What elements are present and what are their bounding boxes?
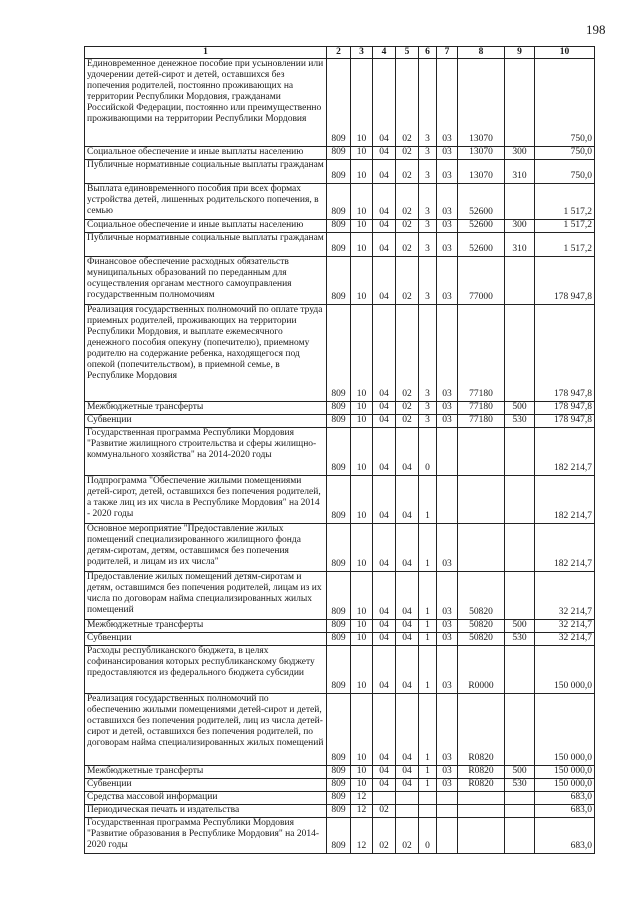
subsection-cell: 02 bbox=[373, 805, 396, 818]
program-cell: 02 bbox=[396, 818, 419, 854]
amount-cell: 150 000,0 bbox=[535, 646, 595, 694]
measure-cell: 03 bbox=[437, 646, 458, 694]
subsection-cell: 04 bbox=[373, 633, 396, 646]
subsection-cell: 04 bbox=[373, 779, 396, 792]
gov-code-cell: 809 bbox=[327, 160, 351, 184]
table-row bbox=[85, 646, 595, 694]
direction-cell bbox=[458, 428, 505, 476]
section-cell: 10 bbox=[351, 620, 373, 633]
table-row bbox=[85, 633, 595, 646]
subsection-cell: 04 bbox=[373, 257, 396, 305]
gov-code-cell: 809 bbox=[327, 428, 351, 476]
subsection-cell: 04 bbox=[373, 147, 396, 160]
subprogram-cell: 0 bbox=[419, 428, 437, 476]
gov-code-cell: 809 bbox=[327, 792, 351, 805]
row-name-cell: Реализация государственных полномочий по оплате труда приемных родителей, проживающих на территории Республики Мордовия, и выплате ежемесячного денежного пособия опекуну (попечителю), приемному родителю на содержание ребенка, находящегося под опекой (попечительством), в приемной семье, в Республике Мордовия bbox=[85, 305, 327, 402]
section-cell: 10 bbox=[351, 160, 373, 184]
subsection-cell: 04 bbox=[373, 572, 396, 620]
table-row bbox=[85, 779, 595, 792]
section-cell: 10 bbox=[351, 184, 373, 220]
program-cell: 02 bbox=[396, 257, 419, 305]
section-cell: 10 bbox=[351, 415, 373, 428]
direction-cell: 50820 bbox=[458, 572, 505, 620]
measure-cell bbox=[437, 818, 458, 854]
measure-cell: 03 bbox=[437, 524, 458, 572]
gov-code-cell: 809 bbox=[327, 646, 351, 694]
header-cell: 9 bbox=[505, 47, 535, 59]
header-cell: 7 bbox=[437, 47, 458, 59]
header-cell: 3 bbox=[351, 47, 373, 59]
expense-type-cell: 300 bbox=[505, 147, 535, 160]
table-row bbox=[85, 233, 595, 257]
program-cell: 04 bbox=[396, 524, 419, 572]
table-row bbox=[85, 476, 595, 524]
row-name-cell: Субвенции bbox=[85, 633, 327, 646]
expense-type-cell bbox=[505, 257, 535, 305]
direction-cell: 13070 bbox=[458, 147, 505, 160]
measure-cell: 03 bbox=[437, 305, 458, 402]
program-cell bbox=[396, 805, 419, 818]
expense-type-cell bbox=[505, 524, 535, 572]
amount-cell: 150 000,0 bbox=[535, 694, 595, 766]
measure-cell: 03 bbox=[437, 147, 458, 160]
header-cell: 10 bbox=[535, 47, 595, 59]
subprogram-cell: 3 bbox=[419, 220, 437, 233]
table-row bbox=[85, 694, 595, 766]
measure-cell: 03 bbox=[437, 184, 458, 220]
direction-cell bbox=[458, 524, 505, 572]
subprogram-cell: 1 bbox=[419, 694, 437, 766]
expense-type-cell bbox=[505, 184, 535, 220]
expense-type-cell bbox=[505, 428, 535, 476]
program-cell: 04 bbox=[396, 646, 419, 694]
measure-cell: 03 bbox=[437, 233, 458, 257]
amount-cell: 750,0 bbox=[535, 160, 595, 184]
expense-type-cell: 500 bbox=[505, 766, 535, 779]
measure-cell: 03 bbox=[437, 402, 458, 415]
subsection-cell: 04 bbox=[373, 415, 396, 428]
table-row bbox=[85, 620, 595, 633]
row-name-cell: Периодическая печать и издательства bbox=[85, 805, 327, 818]
program-cell: 02 bbox=[396, 160, 419, 184]
measure-cell: 03 bbox=[437, 59, 458, 147]
row-name-cell: Субвенции bbox=[85, 779, 327, 792]
table-row bbox=[85, 792, 595, 805]
row-name-cell: Расходы республиканского бюджета, в целях софинансирования которых республиканскому бюджету предоставляются из федерального бюджета субсидии bbox=[85, 646, 327, 694]
expense-type-cell: 500 bbox=[505, 620, 535, 633]
program-cell: 04 bbox=[396, 620, 419, 633]
measure-cell bbox=[437, 792, 458, 805]
row-name-cell: Субвенции bbox=[85, 415, 327, 428]
row-name-cell: Межбюджетные трансферты bbox=[85, 620, 327, 633]
subsection-cell: 04 bbox=[373, 220, 396, 233]
measure-cell bbox=[437, 805, 458, 818]
subsection-cell: 04 bbox=[373, 233, 396, 257]
amount-cell: 683,0 bbox=[535, 792, 595, 805]
gov-code-cell: 809 bbox=[327, 59, 351, 147]
gov-code-cell: 809 bbox=[327, 818, 351, 854]
program-cell: 04 bbox=[396, 428, 419, 476]
subsection-cell: 04 bbox=[373, 402, 396, 415]
gov-code-cell: 809 bbox=[327, 257, 351, 305]
program-cell: 04 bbox=[396, 766, 419, 779]
subprogram-cell: 3 bbox=[419, 160, 437, 184]
direction-cell: 13070 bbox=[458, 59, 505, 147]
amount-cell: 178 947,8 bbox=[535, 257, 595, 305]
amount-cell: 182 214,7 bbox=[535, 428, 595, 476]
subsection-cell: 04 bbox=[373, 428, 396, 476]
subsection-cell: 04 bbox=[373, 646, 396, 694]
table-body bbox=[85, 59, 595, 854]
measure-cell bbox=[437, 476, 458, 524]
subsection-cell: 04 bbox=[373, 476, 396, 524]
expense-type-cell bbox=[505, 476, 535, 524]
expense-type-cell bbox=[505, 572, 535, 620]
section-cell: 10 bbox=[351, 633, 373, 646]
expense-type-cell bbox=[505, 792, 535, 805]
expense-type-cell bbox=[505, 805, 535, 818]
header-cell: 6 bbox=[419, 47, 437, 59]
direction-cell: 52600 bbox=[458, 233, 505, 257]
subsection-cell bbox=[373, 792, 396, 805]
subsection-cell: 04 bbox=[373, 160, 396, 184]
table-row bbox=[85, 305, 595, 402]
subprogram-cell bbox=[419, 792, 437, 805]
subprogram-cell: 0 bbox=[419, 818, 437, 854]
section-cell: 10 bbox=[351, 476, 373, 524]
row-name-cell: Публичные нормативные социальные выплаты гражданам bbox=[85, 233, 327, 257]
row-name-cell: Подпрограмма "Обеспечение жилыми помещениями детей-сирот, детей, оставшихся без попечения родителей, а также лиц из их числа в Республике Мордовия" на 2014 - 2020 годы bbox=[85, 476, 327, 524]
amount-cell: 1 517,2 bbox=[535, 220, 595, 233]
table-row bbox=[85, 805, 595, 818]
amount-cell: 182 214,7 bbox=[535, 524, 595, 572]
amount-cell: 182 214,7 bbox=[535, 476, 595, 524]
subprogram-cell: 3 bbox=[419, 305, 437, 402]
measure-cell: 03 bbox=[437, 160, 458, 184]
section-cell: 12 bbox=[351, 805, 373, 818]
section-cell: 10 bbox=[351, 766, 373, 779]
subsection-cell: 04 bbox=[373, 184, 396, 220]
subprogram-cell: 3 bbox=[419, 257, 437, 305]
expense-type-cell bbox=[505, 305, 535, 402]
table-row bbox=[85, 766, 595, 779]
row-name-cell: Межбюджетные трансферты bbox=[85, 402, 327, 415]
row-name-cell: Государственная программа Республики Мордовия "Развитие жилищного строительства и сферы жилищно-коммунального хозяйства" на 2014-2020 годы bbox=[85, 428, 327, 476]
gov-code-cell: 809 bbox=[327, 305, 351, 402]
table-row bbox=[85, 160, 595, 184]
row-name-cell: Основное мероприятие "Предоставление жилых помещений специализированного жилищного фонда детям-сиротам, детям, оставшимся без попечения родителей, и лицам из их числа" bbox=[85, 524, 327, 572]
section-cell: 10 bbox=[351, 572, 373, 620]
section-cell: 10 bbox=[351, 779, 373, 792]
header-cell: 2 bbox=[327, 47, 351, 59]
section-cell: 10 bbox=[351, 233, 373, 257]
direction-cell: R0820 bbox=[458, 694, 505, 766]
subprogram-cell: 1 bbox=[419, 766, 437, 779]
header-row bbox=[85, 47, 595, 59]
subprogram-cell: 1 bbox=[419, 633, 437, 646]
gov-code-cell: 809 bbox=[327, 779, 351, 792]
subprogram-cell: 3 bbox=[419, 233, 437, 257]
expense-type-cell: 310 bbox=[505, 160, 535, 184]
table-row bbox=[85, 257, 595, 305]
subsection-cell: 04 bbox=[373, 694, 396, 766]
row-name-cell: Выплата единовременного пособия при всех формах устройства детей, лишенных родительского попечения, в семью bbox=[85, 184, 327, 220]
program-cell bbox=[396, 792, 419, 805]
gov-code-cell: 809 bbox=[327, 694, 351, 766]
amount-cell: 178 947,8 bbox=[535, 305, 595, 402]
program-cell: 02 bbox=[396, 220, 419, 233]
table-row bbox=[85, 147, 595, 160]
subsection-cell: 02 bbox=[373, 818, 396, 854]
section-cell: 12 bbox=[351, 792, 373, 805]
expense-type-cell bbox=[505, 646, 535, 694]
subprogram-cell: 3 bbox=[419, 147, 437, 160]
table-row bbox=[85, 184, 595, 220]
direction-cell: R0820 bbox=[458, 766, 505, 779]
table-row bbox=[85, 415, 595, 428]
direction-cell: 77180 bbox=[458, 305, 505, 402]
measure-cell: 03 bbox=[437, 633, 458, 646]
budget-table bbox=[84, 46, 595, 854]
amount-cell: 1 517,2 bbox=[535, 233, 595, 257]
direction-cell: 13070 bbox=[458, 160, 505, 184]
subprogram-cell: 3 bbox=[419, 59, 437, 147]
expense-type-cell: 530 bbox=[505, 779, 535, 792]
gov-code-cell: 809 bbox=[327, 572, 351, 620]
section-cell: 10 bbox=[351, 59, 373, 147]
header-cell: 4 bbox=[373, 47, 396, 59]
subprogram-cell: 3 bbox=[419, 184, 437, 220]
expense-type-cell bbox=[505, 694, 535, 766]
subprogram-cell: 1 bbox=[419, 646, 437, 694]
table-row bbox=[85, 402, 595, 415]
amount-cell: 32 214,7 bbox=[535, 620, 595, 633]
gov-code-cell: 809 bbox=[327, 476, 351, 524]
table-row bbox=[85, 59, 595, 147]
subsection-cell: 04 bbox=[373, 59, 396, 147]
row-name-cell: Публичные нормативные социальные выплаты гражданам bbox=[85, 160, 327, 184]
subsection-cell: 04 bbox=[373, 766, 396, 779]
table-row bbox=[85, 818, 595, 854]
subprogram-cell: 1 bbox=[419, 779, 437, 792]
program-cell: 04 bbox=[396, 694, 419, 766]
amount-cell: 32 214,7 bbox=[535, 633, 595, 646]
measure-cell: 03 bbox=[437, 415, 458, 428]
amount-cell: 750,0 bbox=[535, 147, 595, 160]
section-cell: 10 bbox=[351, 694, 373, 766]
section-cell: 12 bbox=[351, 818, 373, 854]
row-name-cell: Социальное обеспечение и иные выплаты населению bbox=[85, 220, 327, 233]
program-cell: 02 bbox=[396, 415, 419, 428]
amount-cell: 1 517,2 bbox=[535, 184, 595, 220]
subprogram-cell bbox=[419, 805, 437, 818]
program-cell: 02 bbox=[396, 233, 419, 257]
gov-code-cell: 809 bbox=[327, 233, 351, 257]
direction-cell bbox=[458, 805, 505, 818]
amount-cell: 178 947,8 bbox=[535, 402, 595, 415]
gov-code-cell: 809 bbox=[327, 524, 351, 572]
direction-cell: 50820 bbox=[458, 620, 505, 633]
row-name-cell: Социальное обеспечение и иные выплаты населению bbox=[85, 147, 327, 160]
expense-type-cell: 500 bbox=[505, 402, 535, 415]
program-cell: 04 bbox=[396, 476, 419, 524]
subsection-cell: 04 bbox=[373, 620, 396, 633]
subsection-cell: 04 bbox=[373, 305, 396, 402]
section-cell: 10 bbox=[351, 220, 373, 233]
direction-cell: 50820 bbox=[458, 633, 505, 646]
row-name-cell: Предоставление жилых помещений детям-сиротам и детям, оставшимся без попечения родителей, лицам из их числа по договорам найма специализированных жилых помещений bbox=[85, 572, 327, 620]
header-cell: 5 bbox=[396, 47, 419, 59]
section-cell: 10 bbox=[351, 402, 373, 415]
gov-code-cell: 809 bbox=[327, 633, 351, 646]
gov-code-cell: 809 bbox=[327, 620, 351, 633]
subprogram-cell: 1 bbox=[419, 572, 437, 620]
measure-cell: 03 bbox=[437, 572, 458, 620]
table-row bbox=[85, 220, 595, 233]
direction-cell: 77180 bbox=[458, 415, 505, 428]
direction-cell: 52600 bbox=[458, 220, 505, 233]
subprogram-cell: 3 bbox=[419, 402, 437, 415]
gov-code-cell: 809 bbox=[327, 220, 351, 233]
row-name-cell: Реализация государственных полномочий по обеспечению жилыми помещениями детей-сирот и детей, оставшихся без попечения родителей, лиц из числа детей-сирот и детей, оставшихся без попечения родителей, по договорам найма специализированных жилых помещений bbox=[85, 694, 327, 766]
program-cell: 02 bbox=[396, 184, 419, 220]
section-cell: 10 bbox=[351, 305, 373, 402]
gov-code-cell: 809 bbox=[327, 415, 351, 428]
amount-cell: 683,0 bbox=[535, 818, 595, 854]
amount-cell: 178 947,8 bbox=[535, 415, 595, 428]
amount-cell: 750,0 bbox=[535, 59, 595, 147]
section-cell: 10 bbox=[351, 428, 373, 476]
gov-code-cell: 809 bbox=[327, 766, 351, 779]
direction-cell bbox=[458, 476, 505, 524]
program-cell: 04 bbox=[396, 572, 419, 620]
measure-cell: 03 bbox=[437, 620, 458, 633]
amount-cell: 150 000,0 bbox=[535, 766, 595, 779]
section-cell: 10 bbox=[351, 257, 373, 305]
section-cell: 10 bbox=[351, 147, 373, 160]
measure-cell: 03 bbox=[437, 779, 458, 792]
subprogram-cell: 3 bbox=[419, 415, 437, 428]
expense-type-cell: 310 bbox=[505, 233, 535, 257]
table-row bbox=[85, 428, 595, 476]
measure-cell: 03 bbox=[437, 257, 458, 305]
row-name-cell: Государственная программа Республики Мордовия "Развитие образования в Республике Мордовия" на 2014-2020 годы bbox=[85, 818, 327, 854]
program-cell: 02 bbox=[396, 147, 419, 160]
row-name-cell: Единовременное денежное пособие при усыновлении или удочерении детей-сирот и детей, оставшихся без попечения родителей, постоянно проживающих на территории Республики Мордовия, гражданами Российской Федерации, постоянно или преимущественно проживающими на территории Республики Мордовия bbox=[85, 59, 327, 147]
row-name-cell: Средства массовой информации bbox=[85, 792, 327, 805]
direction-cell bbox=[458, 818, 505, 854]
expense-type-cell: 530 bbox=[505, 415, 535, 428]
row-name-cell: Межбюджетные трансферты bbox=[85, 766, 327, 779]
direction-cell: 52600 bbox=[458, 184, 505, 220]
page-number: 198 bbox=[586, 22, 606, 37]
header-cell: 8 bbox=[458, 47, 505, 59]
expense-type-cell: 300 bbox=[505, 220, 535, 233]
expense-type-cell bbox=[505, 818, 535, 854]
gov-code-cell: 809 bbox=[327, 805, 351, 818]
program-cell: 02 bbox=[396, 305, 419, 402]
subprogram-cell: 1 bbox=[419, 620, 437, 633]
measure-cell: 03 bbox=[437, 694, 458, 766]
measure-cell: 03 bbox=[437, 220, 458, 233]
subprogram-cell: 1 bbox=[419, 524, 437, 572]
program-cell: 02 bbox=[396, 59, 419, 147]
program-cell: 04 bbox=[396, 633, 419, 646]
amount-cell: 683,0 bbox=[535, 805, 595, 818]
direction-cell: 77180 bbox=[458, 402, 505, 415]
program-cell: 04 bbox=[396, 779, 419, 792]
subprogram-cell: 1 bbox=[419, 476, 437, 524]
section-cell: 10 bbox=[351, 524, 373, 572]
direction-cell bbox=[458, 792, 505, 805]
amount-cell: 32 214,7 bbox=[535, 572, 595, 620]
gov-code-cell: 809 bbox=[327, 147, 351, 160]
direction-cell: R0000 bbox=[458, 646, 505, 694]
expense-type-cell bbox=[505, 59, 535, 147]
section-cell: 10 bbox=[351, 646, 373, 694]
table-row bbox=[85, 572, 595, 620]
direction-cell: 77000 bbox=[458, 257, 505, 305]
expense-type-cell: 530 bbox=[505, 633, 535, 646]
gov-code-cell: 809 bbox=[327, 184, 351, 220]
gov-code-cell: 809 bbox=[327, 402, 351, 415]
measure-cell: 03 bbox=[437, 766, 458, 779]
subsection-cell: 04 bbox=[373, 524, 396, 572]
direction-cell: R0820 bbox=[458, 779, 505, 792]
header-cell: 1 bbox=[85, 47, 327, 59]
amount-cell: 150 000,0 bbox=[535, 779, 595, 792]
measure-cell bbox=[437, 428, 458, 476]
table-row bbox=[85, 524, 595, 572]
program-cell: 02 bbox=[396, 402, 419, 415]
row-name-cell: Финансовое обеспечение расходных обязательств муниципальных образований по переданным для осуществления органам местного самоуправления государственным полномочиям bbox=[85, 257, 327, 305]
